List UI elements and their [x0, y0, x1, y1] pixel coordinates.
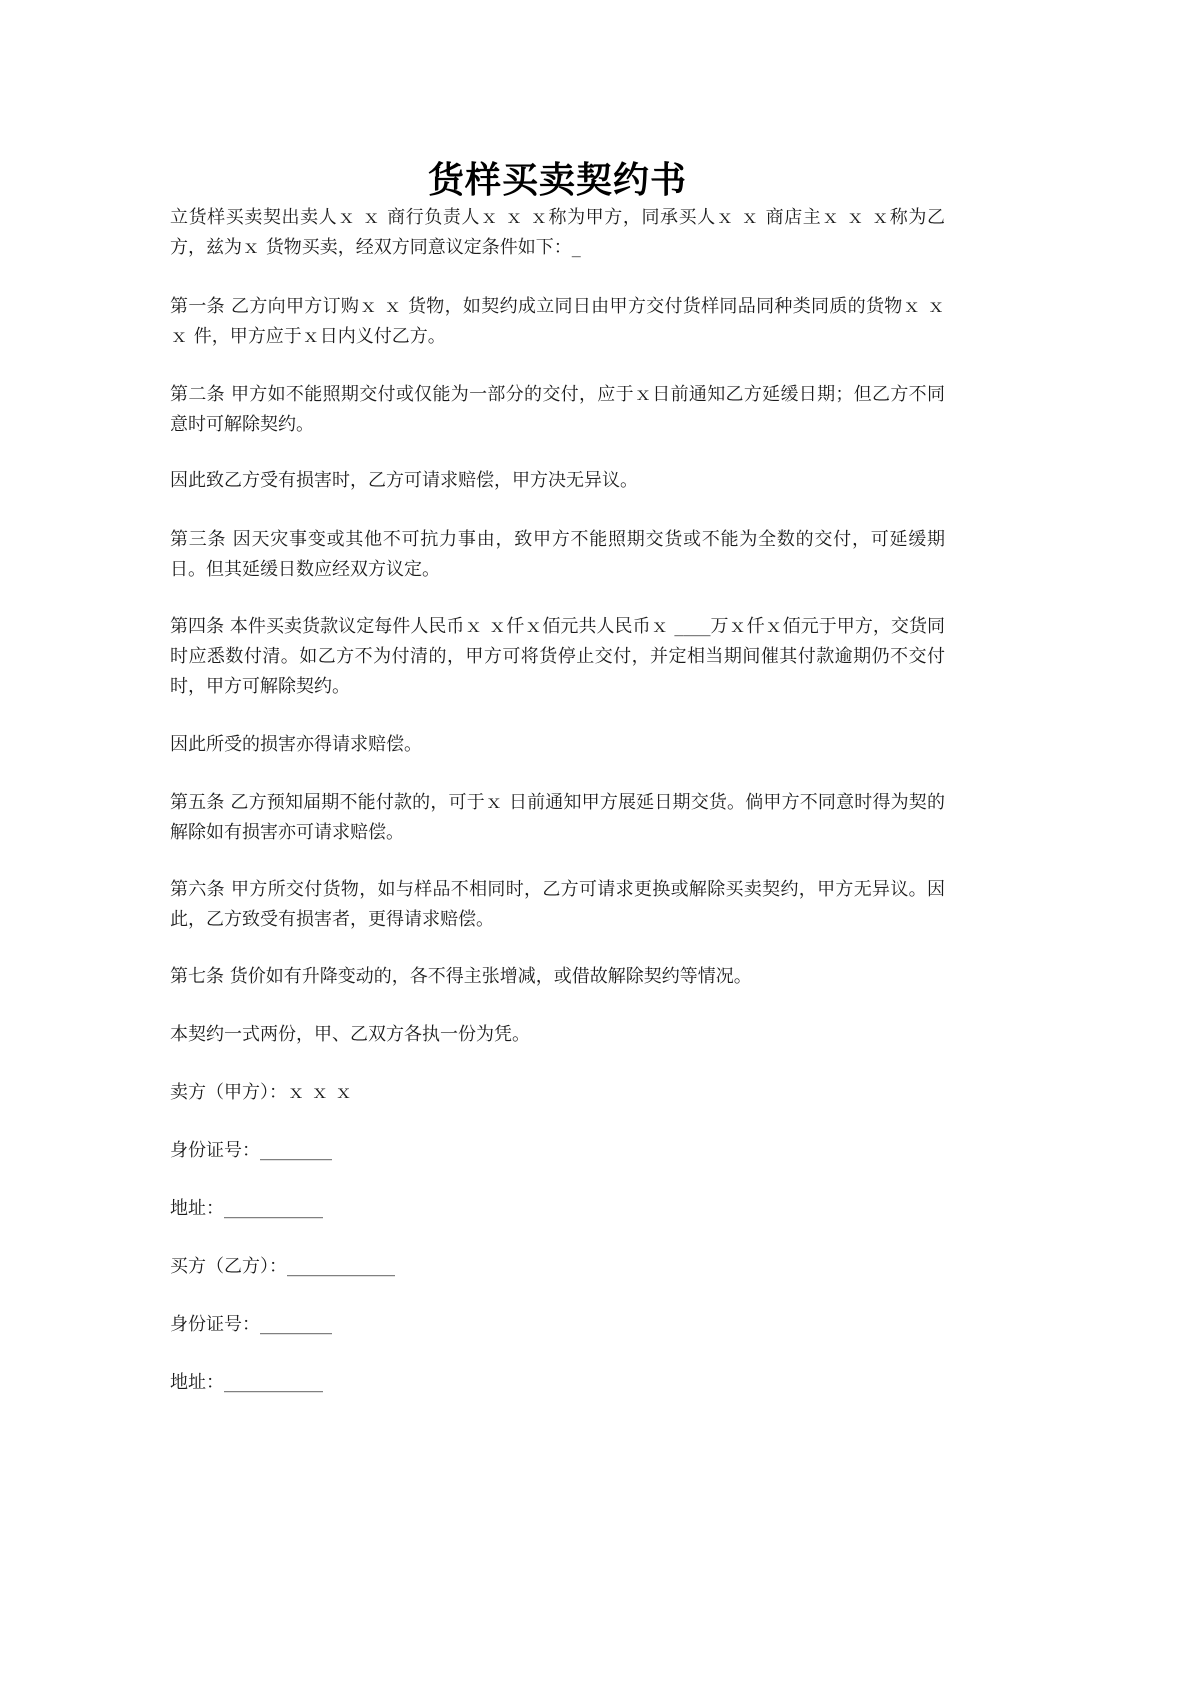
article-1: 第一条 乙方向甲方订购ｘ ｘ 货物，如契约成立同日由甲方交付货样同品同种类同质的货物ｘ ｘ ｘ 件，甲方应于ｘ日内义付乙方。 [170, 296, 945, 347]
preamble-paragraph: 立货样买卖契出卖人ｘ ｘ 商行负责人ｘ ｘ ｘ称为甲方，同承买人ｘ ｘ 商店主ｘ ｘ ｘ称为乙方，兹为ｘ 货物买卖，经双方同意议定条件如下：_ [170, 207, 945, 258]
article-2-note: 因此致乙方受有损害时，乙方可请求赔偿，甲方决无异议。 [170, 470, 638, 491]
seller-id-line: 身份证号：________ [170, 1140, 332, 1161]
document-title: 货样买卖契约书 [427, 159, 687, 201]
article-5: 第五条 乙方预知届期不能付款的，可于ｘ 日前通知甲方展延日期交货。倘甲方不同意时得为契的解除如有损害亦可请求赔偿。 [170, 792, 945, 843]
article-6: 第六条 甲方所交付货物，如与样品不相同时，乙方可请求更换或解除买卖契约，甲方无异议。因此，乙方致受有损害者，更得请求赔偿。 [170, 879, 945, 930]
article-4-note: 因此所受的损害亦得请求赔偿。 [170, 734, 422, 755]
article-3: 第三条 因天灾事变或其他不可抗力事由，致甲方不能照期交货或不能为全数的交付，可延缓期日。但其延缓日数应经双方议定。 [170, 529, 945, 580]
article-2: 第二条 甲方如不能照期交付或仅能为一部分的交付，应于ｘ日前通知乙方延缓日期；但乙方不同意时可解除契约。 [170, 384, 945, 435]
buyer-address-line: 地址：___________ [170, 1372, 323, 1393]
article-4: 第四条 本件买卖货款议定每件人民币ｘ ｘ仟ｘ佰元共人民币ｘ ____万ｘ仟ｘ佰元于甲方，交货同时应悉数付清。如乙方不为付清的，甲方可将货停止交付，并定相当期间催其付款逾期仍不交付时，甲方可解除契约。 [170, 616, 945, 697]
seller-name-line: 卖方（甲方）：ｘ ｘ ｘ [170, 1082, 353, 1103]
copies-clause: 本契约一式两份，甲、乙双方各执一份为凭。 [170, 1024, 530, 1045]
buyer-id-line: 身份证号：________ [170, 1314, 332, 1335]
article-7: 第七条 货价如有升降变动的，各不得主张增减，或借故解除契约等情况。 [170, 966, 752, 987]
buyer-name-line: 买方（乙方）：____________ [170, 1256, 395, 1277]
seller-address-line: 地址：___________ [170, 1198, 323, 1219]
